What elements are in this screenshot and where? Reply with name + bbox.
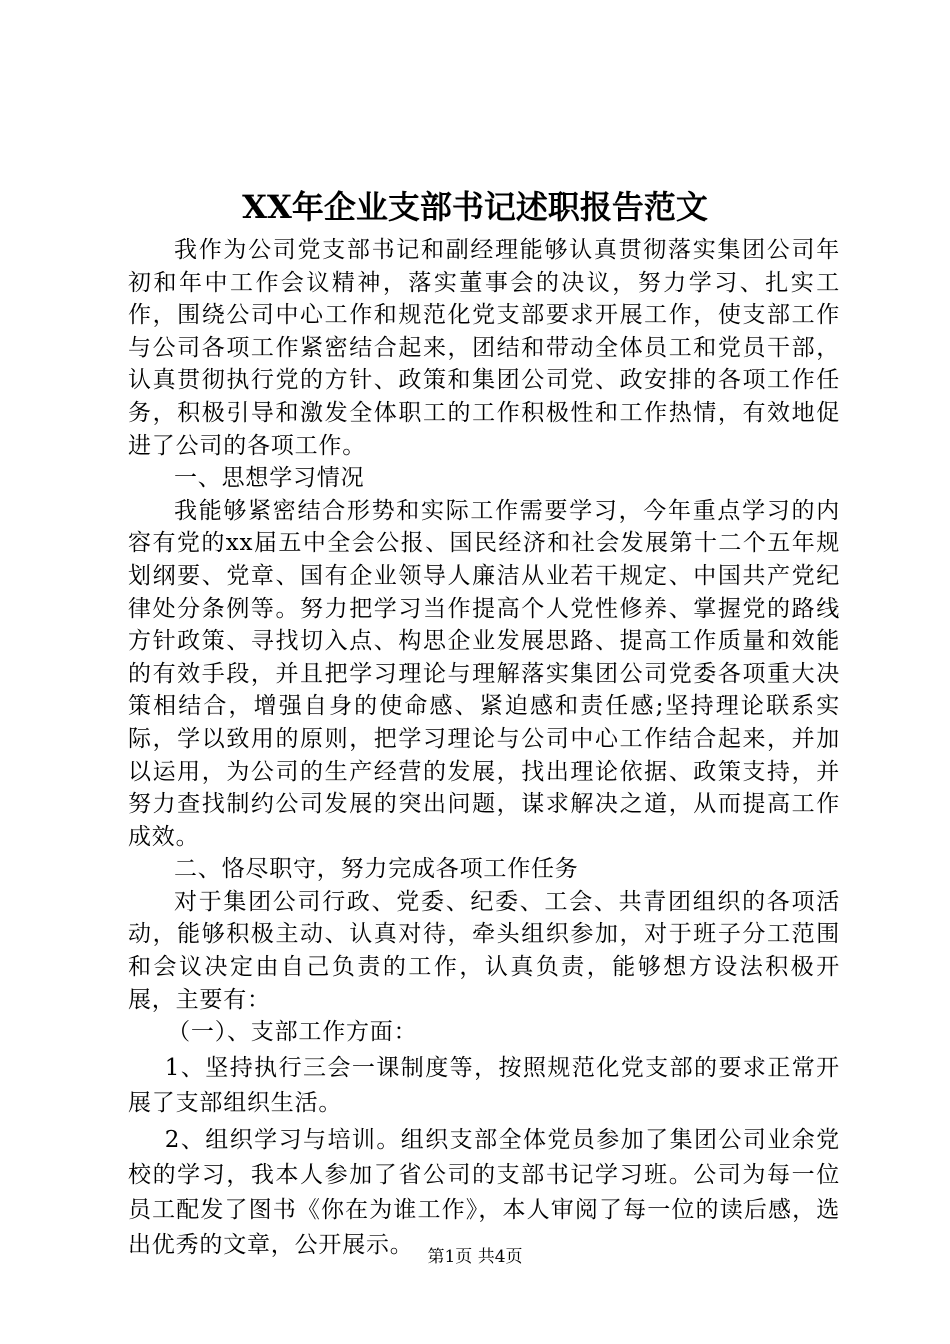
document-title: XX年企业支部书记述职报告范文 [242, 188, 708, 226]
page-number: 第1页 共4页 [427, 1247, 523, 1267]
document-body [128, 234, 840, 1263]
subsection-heading-branch: （一）、支部工作方面： [167, 1019, 418, 1046]
list-item-2: 2、组织学习与培训。组织支部全体党员参加了集团公司业余党校的学习，我本人参加了省公司的支部书记学习班。公司为每一位员工配发了图书《你在为谁工作》，本人审阅了每一位的读后感，选出优秀的文章，公开展示。 [128, 1126, 840, 1258]
paragraph-study: 我能够紧密结合形势和实际工作需要学习，今年重点学习的内容有党的xx届五中全会公报、国民经济和社会发展第十二个五年规划纲要、党章、国有企业领导人廉洁从业若干规定、中国共产党纪律处分条例等。努力把学习当作提高个人党性修养、掌握党的路线方针政策、寻找切入点、构思企业发展思路、提高工作质量和效能的有效手段，并且把学习理论与理解落实集团公司党委各项重大决策相结合，增强自身的使命感、紧迫感和责任感;坚持理论联系实际，学以致用的原则，把学习理论与公司中心工作结合起来，并加以运用，为公司的生产经营的发展，找出理论依据、政策支持，并努力查找制约公司发展的突出问题，谋求解决之道，从而提高工作成效。 [128, 497, 840, 850]
section-heading-study: 一、思想学习情况 [174, 465, 365, 492]
paragraph-intro: 我作为公司党支部书记和副经理能够认真贯彻落实集团公司年初和年中工作会议精神，落实董事会的决议，努力学习、扎实工作，围绕公司中心工作和规范化党支部要求开展工作，使支部工作与公司各项工作紧密结合起来，团结和带动全体员工和党员干部，认真贯彻执行党的方针、政策和集团公司党、政安排的各项工作任务，积极引导和激发全体职工的工作积极性和工作热情，有效地促进了公司的各项工作。 [128, 237, 840, 459]
section-heading-duties: 二、恪尽职守，努力完成各项工作任务 [174, 856, 579, 883]
paragraph-duties: 对于集团公司行政、党委、纪委、工会、共青团组织的各项活动，能够积极主动、认真对待，牵头组织参加，对于班子分工范围和会议决定由自己负责的工作，认真负责，能够想方设法积极开展，主要有： [128, 888, 840, 1013]
list-item-1: 1、坚持执行三会一课制度等，按照规范化党支部的要求正常开展了支部组织生活。 [128, 1054, 840, 1116]
